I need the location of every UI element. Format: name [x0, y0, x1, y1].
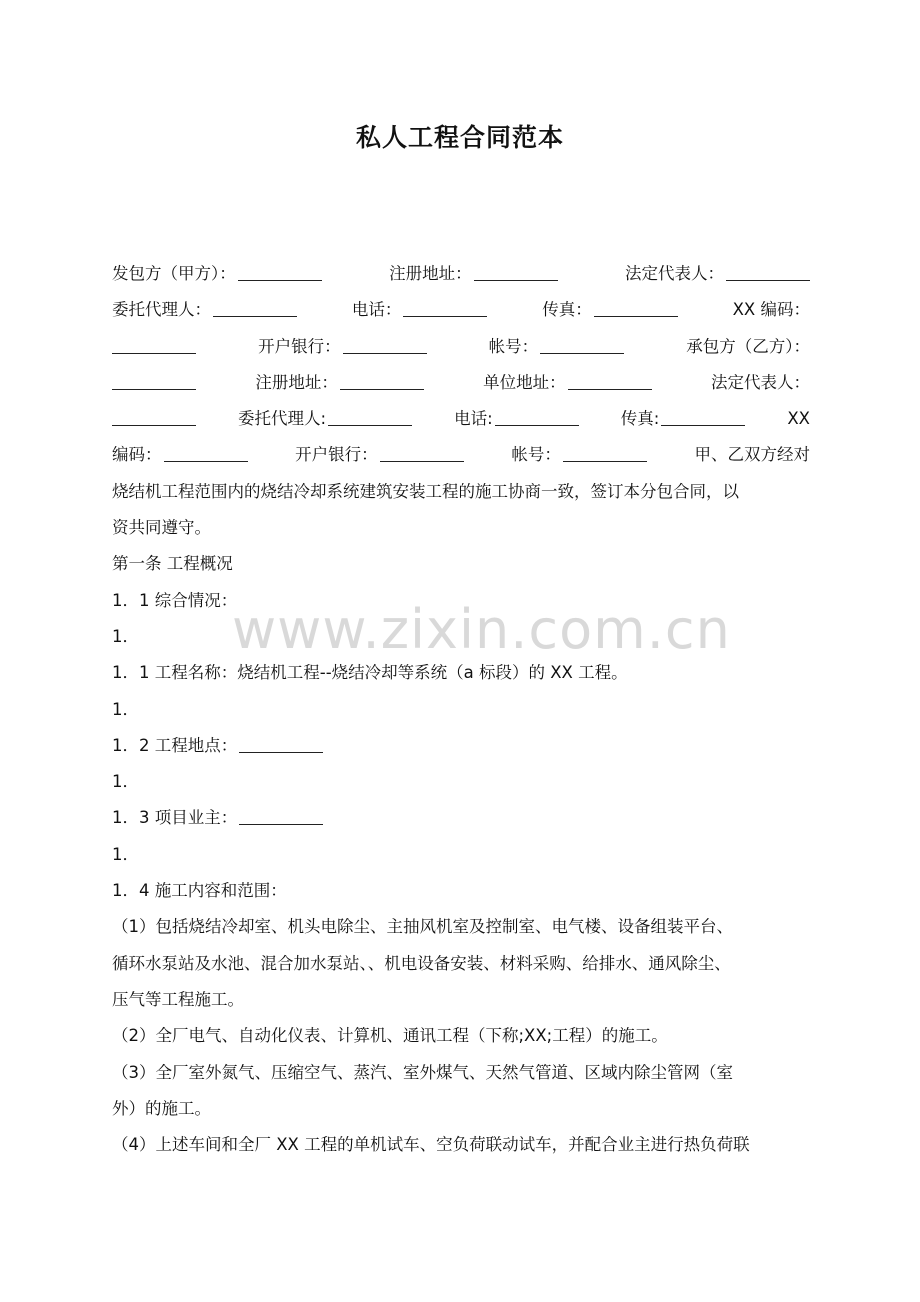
blank-line — [340, 371, 424, 390]
scope-item: 外）的施工。 — [112, 1098, 211, 1118]
scope-item: （2）全厂电气、自动化仪表、计算机、通讯工程（下称;XX;工程）的施工。 — [112, 1026, 668, 1046]
blank-line — [239, 734, 323, 753]
party-field: 编码： — [112, 437, 248, 473]
clause: 1．2 工程地点： — [112, 728, 810, 764]
party-field: 法定代表人： — [625, 256, 810, 292]
clause-number: 1． — [112, 699, 139, 719]
clause-number: 1． — [112, 626, 139, 646]
clause-number: 1． — [112, 844, 139, 864]
blank-line — [726, 262, 810, 281]
blank-line — [474, 262, 558, 281]
scope-item: （4）上述车间和全厂 XX 工程的单机试车、空负荷联动试车，并配合业主进行热负荷联 — [112, 1135, 750, 1155]
party-row-5 — [112, 401, 810, 437]
intro-line: 资共同遵守。 — [112, 518, 211, 538]
blank-line — [112, 335, 196, 354]
party-row-1 — [112, 256, 810, 292]
party-field: 电话： — [352, 292, 488, 328]
party-field: 委托代理人： — [112, 292, 297, 328]
party-field: XX 编码： — [732, 300, 810, 320]
clause: 1．1 工程名称：烧结机工程--烧结冷却等系统（a 标段）的 XX 工程。 — [112, 663, 628, 683]
party-field: 开户银行： — [258, 329, 427, 365]
party-field: 传真: — [621, 401, 746, 437]
blank-line — [239, 806, 323, 825]
party-field: 注册地址： — [389, 256, 558, 292]
clause: 1．4 施工内容和范围： — [112, 881, 287, 901]
blank-line — [568, 371, 652, 390]
blank-line — [540, 335, 624, 354]
party-row-4 — [112, 365, 810, 401]
scope-item: （1）包括烧结冷却室、机头电除尘、主抽风机室及控制室、电气楼、设备组装平台、 — [112, 917, 733, 937]
scope-item: 压气等工程施工。 — [112, 989, 244, 1009]
clause-number: 1． — [112, 772, 139, 792]
document-body — [112, 256, 810, 1163]
clause: 1．1 综合情况： — [112, 590, 238, 610]
party-row-6 — [112, 437, 810, 473]
clause: 1．3 项目业主： — [112, 800, 810, 836]
blank-line — [563, 443, 647, 462]
article-heading: 第一条 工程概况 — [112, 554, 233, 574]
scope-item: 循环水泵站及水池、混合加水泵站、、机电设备安装、材料采购、给排水、通风除尘、 — [112, 953, 731, 973]
blank-line — [164, 443, 248, 462]
intro-line: 烧结机工程范围内的烧结冷却系统建筑安装工程的施工协商一致，签订本分包合同，以 — [112, 481, 739, 501]
party-field: 法定代表人： — [710, 372, 810, 392]
party-row-2 — [112, 292, 810, 328]
watermark: www.zixin.com.cn — [232, 598, 731, 661]
party-field: 开户银行： — [295, 437, 464, 473]
party-field: 传真： — [542, 292, 678, 328]
party-field: 单位地址： — [483, 365, 652, 401]
party-field: 承包方（乙方）： — [686, 336, 810, 356]
blank-line — [112, 407, 196, 426]
party-field: 电话: — [454, 401, 579, 437]
party-field: 帐号： — [489, 329, 625, 365]
scope-item: （3）全厂室外氮气、压缩空气、蒸汽、室外煤气、天然气管道、区域内除尘管网（室 — [112, 1062, 733, 1082]
blank-line — [343, 335, 427, 354]
blank-line — [238, 262, 322, 281]
document-title: 私人工程合同范本 — [355, 123, 564, 152]
party-field: 甲、乙双方经对 — [694, 445, 810, 465]
party-row-3 — [112, 329, 810, 365]
blank-line — [661, 407, 745, 426]
blank-line — [213, 298, 297, 317]
blank-line — [403, 298, 487, 317]
blank-line — [495, 407, 579, 426]
party-field: XX — [787, 409, 810, 429]
blank-line — [594, 298, 678, 317]
party-field: 发包方（甲方）： — [112, 256, 322, 292]
party-field: 注册地址： — [255, 365, 424, 401]
blank-line — [112, 371, 196, 390]
party-field: 委托代理人: — [238, 401, 412, 437]
blank-line — [328, 407, 412, 426]
party-field: 帐号： — [511, 437, 647, 473]
blank-line — [380, 443, 464, 462]
